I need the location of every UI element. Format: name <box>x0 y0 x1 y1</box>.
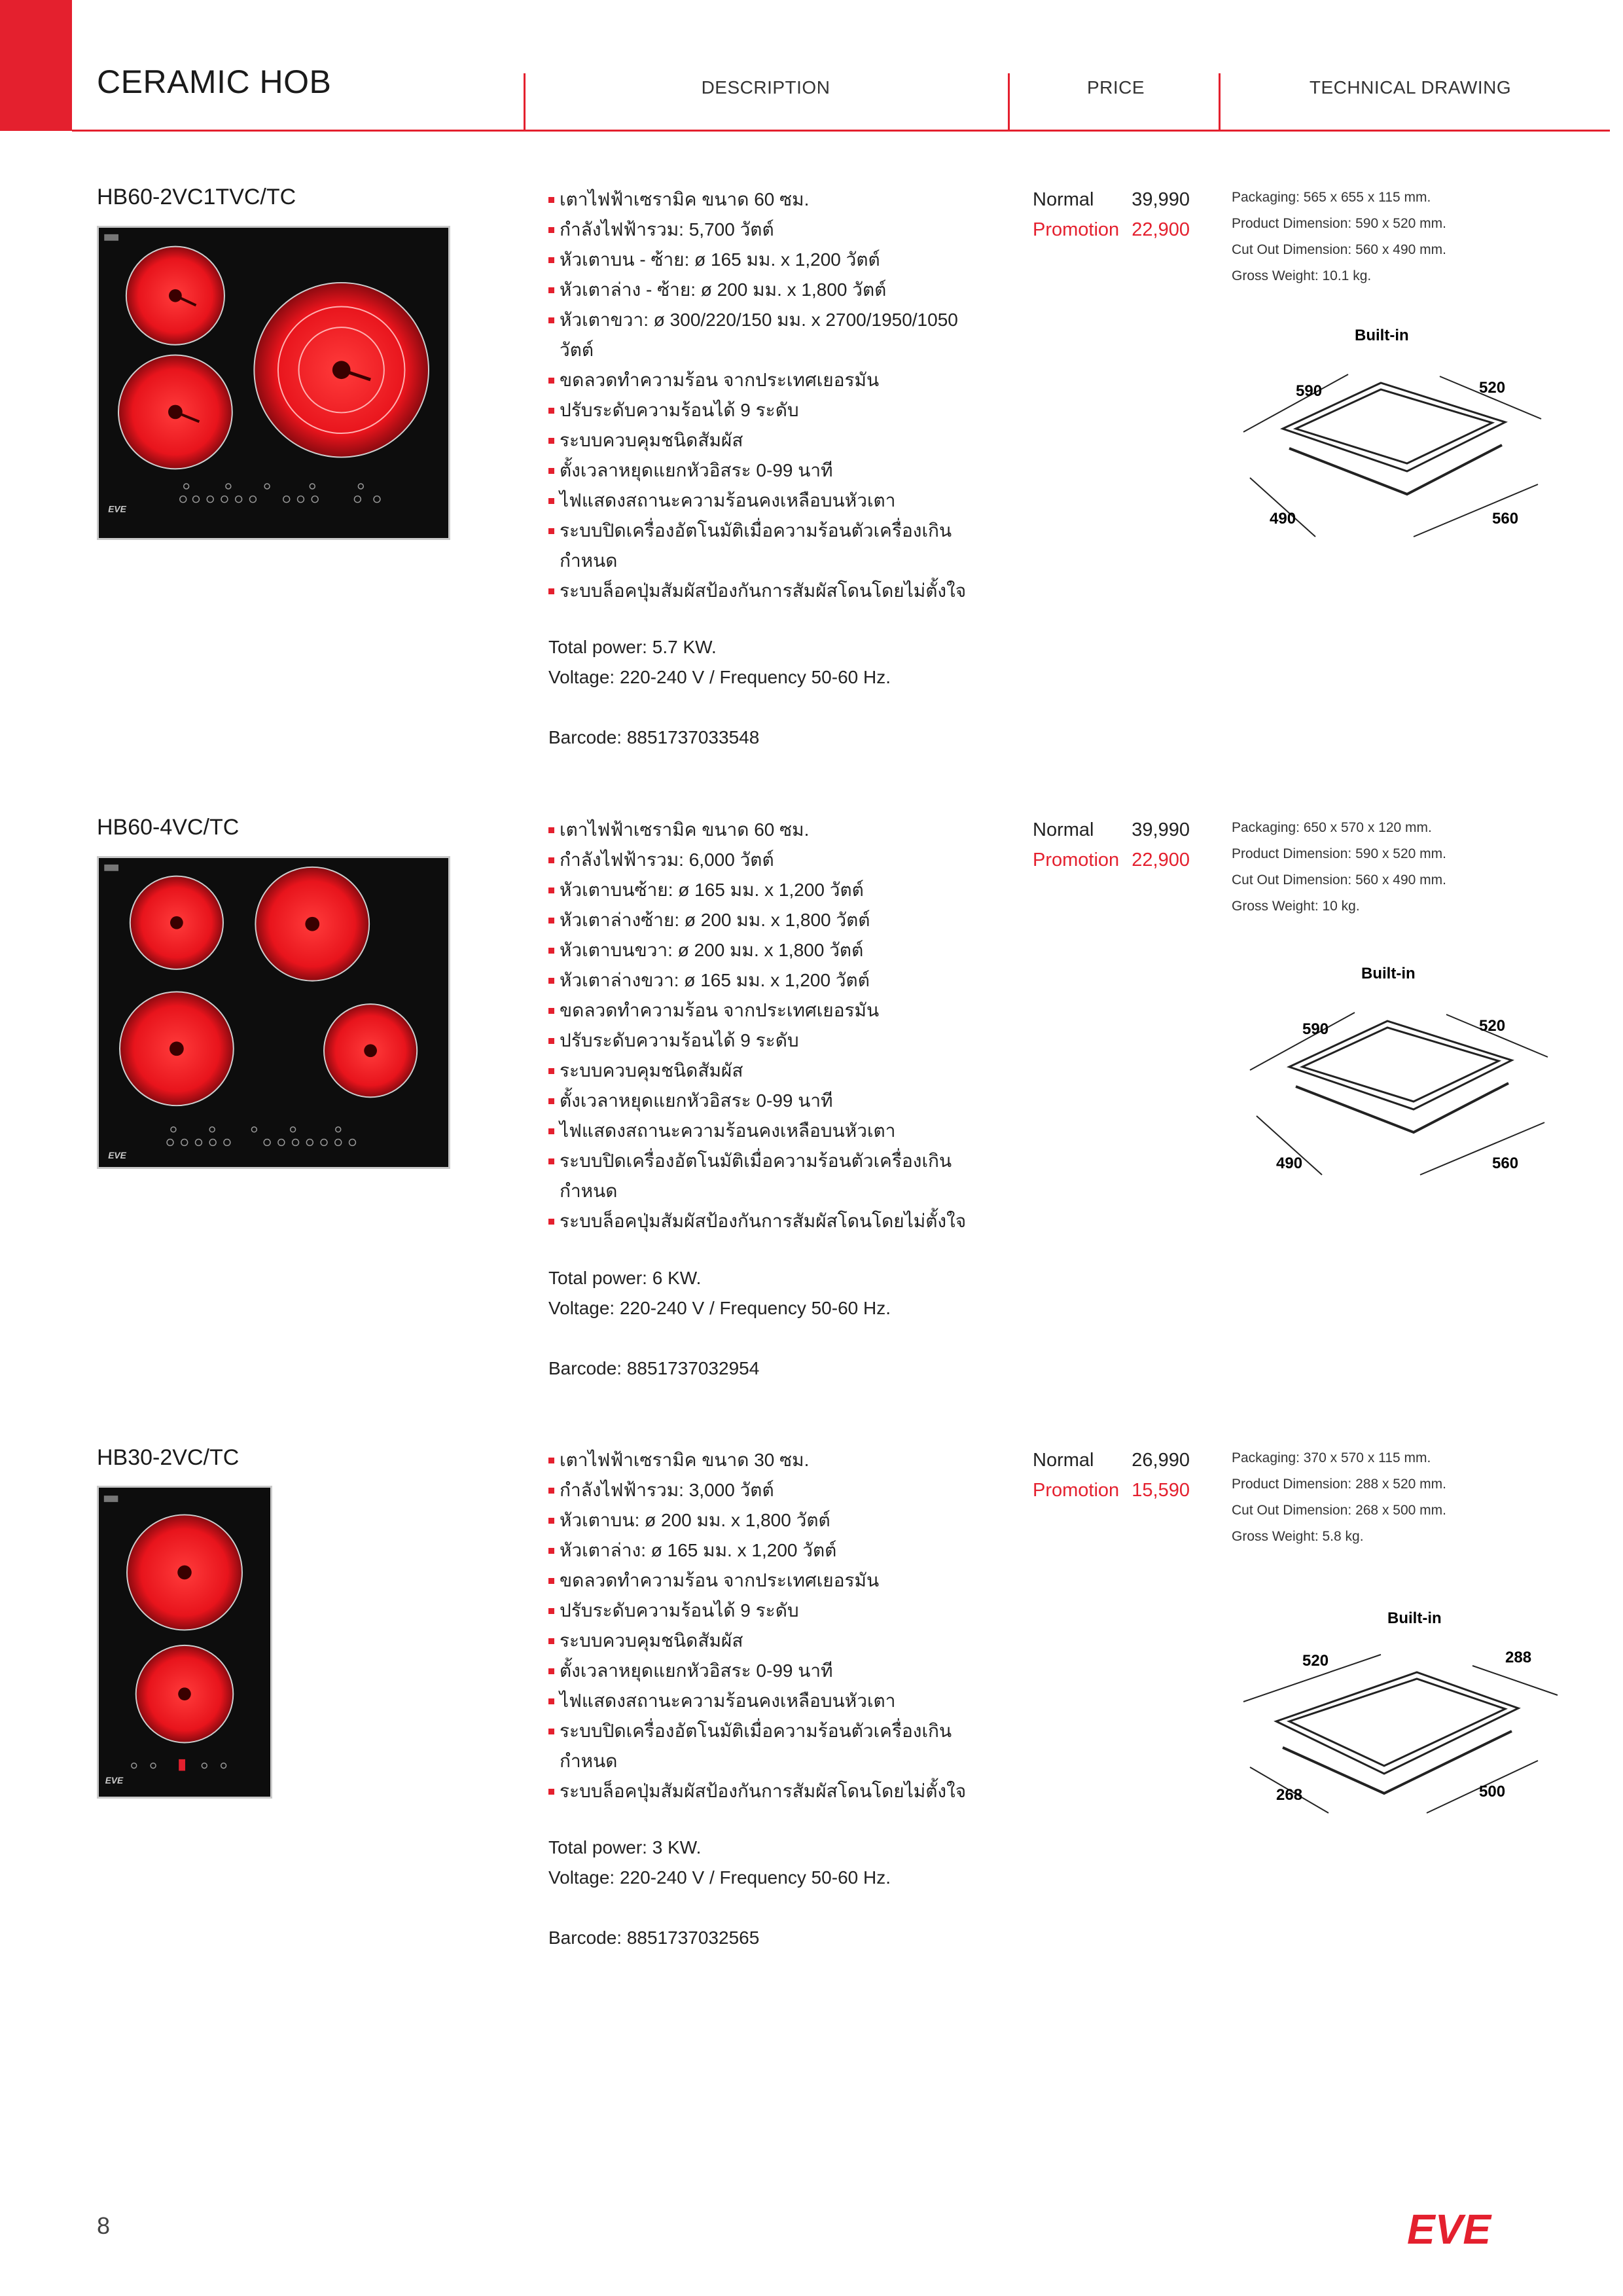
feature-item: ปรับระดับความร้อนได้ 9 ระดับ <box>548 395 993 425</box>
touch-controls <box>180 484 380 503</box>
feature-item: หัวเตาล่าง - ซ้าย: ø 200 มม. x 1,800 วัตต์ <box>548 275 993 305</box>
technical-drawing <box>1230 959 1597 1208</box>
header-rule <box>72 130 1610 132</box>
feature-item: หัวเตาล่างซ้าย: ø 200 มม. x 1,800 วัตต์ <box>548 905 993 935</box>
product-image <box>97 1486 272 1799</box>
total-power: Total power: 5.7 KW. <box>548 637 717 657</box>
burner-bottom-left <box>120 992 234 1105</box>
drawing-dim: 490 <box>1270 510 1296 528</box>
feature-item: ปรับระดับความร้อนได้ 9 ระดับ <box>548 1026 993 1056</box>
page-title: CERAMIC HOB <box>97 63 332 100</box>
drawing-dim: 500 <box>1479 1783 1506 1801</box>
drawing-dim: 560 <box>1492 510 1519 528</box>
feature-item: หัวเตาล่างขวา: ø 165 มม. x 1,200 วัตต์ <box>548 965 993 996</box>
price-promotion-label: Promotion <box>1033 1480 1120 1501</box>
feature-item: ระบบปิดเครื่องอัตโนมัติเมื่อความร้อนตัวเครื่องเกินกำหนด <box>548 1146 993 1206</box>
feature-item: หัวเตาขวา: ø 300/220/150 มม. x 2700/1950/1050 วัตต์ <box>548 305 993 365</box>
product-image <box>97 226 450 540</box>
price-normal-label: Normal <box>1033 189 1094 210</box>
barcode: Barcode: 8851737033548 <box>548 727 760 747</box>
spec-gross-weight: Gross Weight: 5.8 kg. <box>1232 1529 1364 1544</box>
header-accent-bar <box>0 0 72 131</box>
feature-item: ตั้งเวลาหยุดแยกหัวอิสระ 0-99 นาที <box>548 1086 993 1116</box>
burner-top <box>127 1515 242 1630</box>
spec-packaging: Packaging: 370 x 570 x 115 mm. <box>1232 1450 1431 1465</box>
feature-list <box>548 185 993 606</box>
product-model: HB60-4VC/TC <box>97 815 240 840</box>
feature-item: ระบบควบคุมชนิดสัมผัส <box>548 425 993 456</box>
price-normal-label: Normal <box>1033 819 1094 840</box>
price-promotion-row <box>1033 1475 1190 1505</box>
feature-item: ไฟแสดงสถานะความร้อนคงเหลือบนหัวเตา <box>548 1686 993 1716</box>
burner-bottom-right <box>324 1004 417 1097</box>
touch-controls <box>132 1759 226 1771</box>
feature-list <box>548 1445 993 1806</box>
drawing-dim: 288 <box>1505 1649 1532 1666</box>
feature-item: ตั้งเวลาหยุดแยกหัวอิสระ 0-99 นาที <box>548 456 993 486</box>
price-promotion-label: Promotion <box>1033 850 1120 870</box>
spec-product-dimension: Product Dimension: 288 x 520 mm. <box>1232 1477 1446 1492</box>
hob-label-icon <box>104 1496 118 1502</box>
price-normal-row <box>1033 815 1190 845</box>
feature-item: หัวเตาบนซ้าย: ø 165 มม. x 1,200 วัตต์ <box>548 875 993 905</box>
feature-item: ขดลวดทำความร้อน จากประเทศเยอรมัน <box>548 1566 993 1596</box>
touch-controls <box>167 1127 355 1146</box>
header-divider <box>1008 73 1010 131</box>
product-model: HB60-2VC1TVC/TC <box>97 185 296 209</box>
column-header-price: PRICE <box>1086 77 1145 98</box>
voltage: Voltage: 220-240 V / Frequency 50-60 Hz. <box>548 1298 891 1318</box>
hob-label-icon <box>104 865 118 871</box>
price-promotion-value: 15,590 <box>1132 1480 1190 1501</box>
drawing-dim: 590 <box>1302 1020 1329 1038</box>
drawing-label: Built-in <box>1361 965 1416 982</box>
feature-item: หัวเตาบนขวา: ø 200 มม. x 1,800 วัตต์ <box>548 935 993 965</box>
feature-item: หัวเตาล่าง: ø 165 มม. x 1,200 วัตต์ <box>548 1535 993 1566</box>
price-promotion-row <box>1033 845 1190 875</box>
spec-cutout-dimension: Cut Out Dimension: 268 x 500 mm. <box>1232 1503 1446 1518</box>
column-header-description: DESCRIPTION <box>701 77 830 98</box>
price-normal-row <box>1033 1445 1190 1475</box>
feature-item: ระบบปิดเครื่องอัตโนมัติเมื่อความร้อนตัวเครื่องเกินกำหนด <box>548 516 993 576</box>
feature-item: ขดลวดทำความร้อน จากประเทศเยอรมัน <box>548 365 993 395</box>
price-normal-value: 39,990 <box>1132 819 1190 840</box>
price-promotion-label: Promotion <box>1033 219 1120 240</box>
spec-packaging: Packaging: 565 x 655 x 115 mm. <box>1232 190 1431 205</box>
hob-label-icon <box>104 234 118 241</box>
feature-item: หัวเตาบน: ø 200 มม. x 1,800 วัตต์ <box>548 1505 993 1535</box>
spec-list <box>1232 1445 1446 1550</box>
burner-bottom <box>136 1645 234 1743</box>
feature-item: ระบบควบคุมชนิดสัมผัส <box>548 1056 993 1086</box>
price-normal-value: 26,990 <box>1132 1450 1190 1471</box>
feature-item: เตาไฟฟ้าเซรามิค ขนาด 60 ซม. <box>548 185 993 215</box>
total-power: Total power: 6 KW. <box>548 1268 702 1288</box>
spec-list <box>1232 815 1446 920</box>
feature-item: หัวเตาบน - ซ้าย: ø 165 มม. x 1,200 วัตต์ <box>548 245 993 275</box>
product-image <box>97 856 450 1169</box>
brand-logo <box>1407 2206 1525 2251</box>
brand-logo-text: EVE <box>1407 2206 1491 2251</box>
feature-item: ไฟแสดงสถานะความร้อนคงเหลือบนหัวเตา <box>548 486 993 516</box>
drawing-dim: 520 <box>1302 1652 1329 1670</box>
burner-bottom-left <box>118 355 232 469</box>
column-header-technical-drawing: TECHNICAL DRAWING <box>1309 77 1512 98</box>
spec-gross-weight: Gross Weight: 10.1 kg. <box>1232 268 1372 283</box>
technical-drawing <box>1230 1604 1597 1852</box>
voltage: Voltage: 220-240 V / Frequency 50-60 Hz. <box>548 667 891 687</box>
hob-badge: EVE <box>108 503 126 514</box>
spec-product-dimension: Product Dimension: 590 x 520 mm. <box>1232 216 1446 231</box>
product-model: HB30-2VC/TC <box>97 1445 240 1470</box>
feature-item: ระบบล็อคปุ่มสัมผัสป้องกันการสัมผัสโดนโดยไม่ตั้งใจ <box>548 1206 993 1236</box>
burner-right-triple <box>254 283 429 457</box>
spec-cutout-dimension: Cut Out Dimension: 560 x 490 mm. <box>1232 872 1446 888</box>
spec-list <box>1232 185 1446 289</box>
feature-item: เตาไฟฟ้าเซรามิค ขนาด 30 ซม. <box>548 1445 993 1475</box>
feature-list <box>548 815 993 1236</box>
price-normal-value: 39,990 <box>1132 189 1190 210</box>
price-promotion-value: 22,900 <box>1132 850 1190 870</box>
feature-item: กำลังไฟฟ้ารวม: 6,000 วัตต์ <box>548 845 993 875</box>
burner-top-right <box>255 867 369 981</box>
voltage: Voltage: 220-240 V / Frequency 50-60 Hz. <box>548 1867 891 1888</box>
hob-badge: EVE <box>105 1776 124 1786</box>
total-power: Total power: 3 KW. <box>548 1837 702 1857</box>
feature-item: เตาไฟฟ้าเซรามิค ขนาด 60 ซม. <box>548 815 993 845</box>
feature-item: ไฟแสดงสถานะความร้อนคงเหลือบนหัวเตา <box>548 1116 993 1146</box>
feature-item: ระบบล็อคปุ่มสัมผัสป้องกันการสัมผัสโดนโดยไม่ตั้งใจ <box>548 1776 993 1806</box>
spec-gross-weight: Gross Weight: 10 kg. <box>1232 899 1360 914</box>
drawing-dim: 590 <box>1296 382 1323 400</box>
barcode: Barcode: 8851737032954 <box>548 1358 760 1378</box>
feature-item: ระบบควบคุมชนิดสัมผัส <box>548 1626 993 1656</box>
drawing-label: Built-in <box>1387 1609 1442 1627</box>
feature-item: ปรับระดับความร้อนได้ 9 ระดับ <box>548 1596 993 1626</box>
price-promotion-value: 22,900 <box>1132 219 1190 240</box>
hob-badge: EVE <box>108 1150 126 1161</box>
feature-item: กำลังไฟฟ้ารวม: 3,000 วัตต์ <box>548 1475 993 1505</box>
burner-top-left <box>126 247 224 345</box>
drawing-label: Built-in <box>1355 327 1409 344</box>
burner-top-left <box>130 876 223 969</box>
header-divider <box>524 73 526 131</box>
spec-cutout-dimension: Cut Out Dimension: 560 x 490 mm. <box>1232 242 1446 257</box>
spec-product-dimension: Product Dimension: 590 x 520 mm. <box>1232 846 1446 861</box>
barcode: Barcode: 8851737032565 <box>548 1928 760 1948</box>
header-divider <box>1219 73 1221 131</box>
page-number: 8 <box>97 2212 111 2239</box>
feature-item: ระบบล็อคปุ่มสัมผัสป้องกันการสัมผัสโดนโดยไม่ตั้งใจ <box>548 576 993 606</box>
drawing-dim: 490 <box>1276 1155 1303 1172</box>
drawing-dim: 520 <box>1479 1017 1506 1035</box>
feature-item: กำลังไฟฟ้ารวม: 5,700 วัตต์ <box>548 215 993 245</box>
price-normal-label: Normal <box>1033 1450 1094 1471</box>
drawing-dim: 560 <box>1492 1155 1519 1172</box>
feature-item: ระบบปิดเครื่องอัตโนมัติเมื่อความร้อนตัวเครื่องเกินกำหนด <box>548 1716 993 1776</box>
feature-item: ขดลวดทำความร้อน จากประเทศเยอรมัน <box>548 996 993 1026</box>
technical-drawing <box>1230 321 1597 569</box>
price-promotion-row <box>1033 215 1190 245</box>
spec-packaging: Packaging: 650 x 570 x 120 mm. <box>1232 820 1432 835</box>
drawing-dim: 268 <box>1276 1786 1303 1804</box>
feature-item: ตั้งเวลาหยุดแยกหัวอิสระ 0-99 นาที <box>548 1656 993 1686</box>
price-normal-row <box>1033 185 1190 215</box>
drawing-dim: 520 <box>1479 379 1506 397</box>
